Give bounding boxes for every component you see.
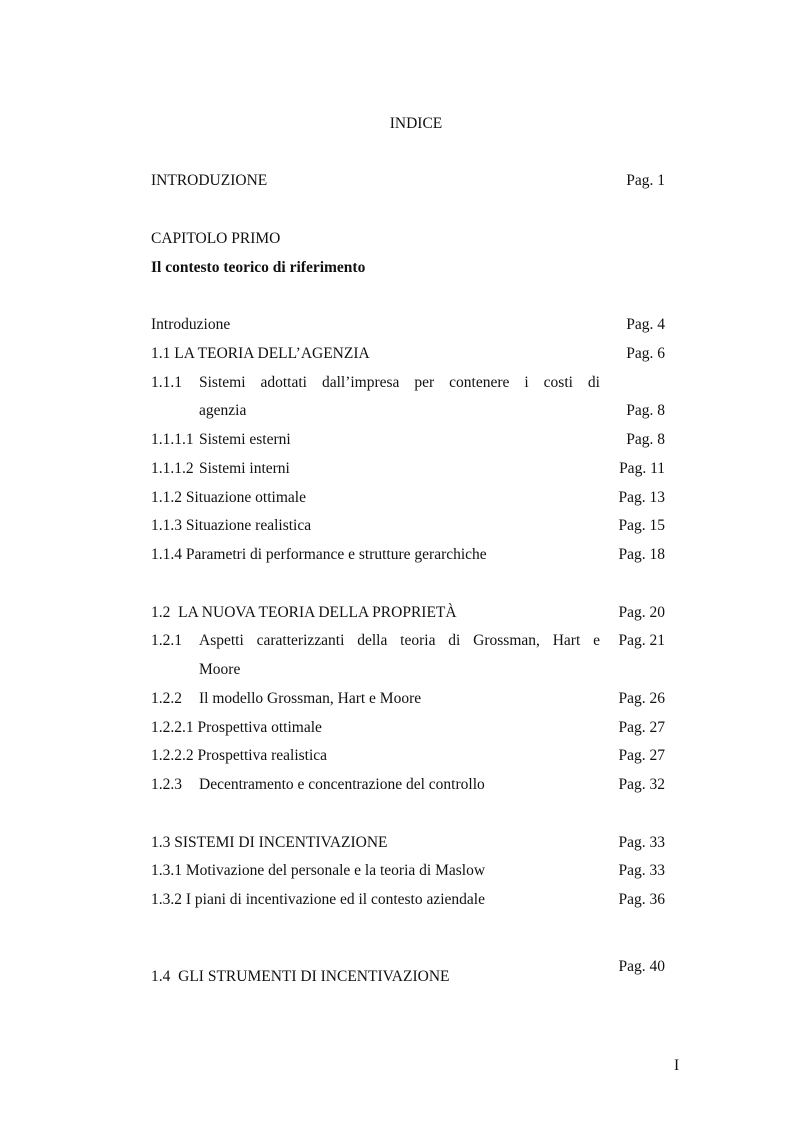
toc-entry-text: Moore — [199, 661, 241, 678]
toc-entry-number: 1.1.1 — [151, 374, 182, 391]
toc-entry-page: Pag. 8 — [626, 402, 665, 419]
page-number: I — [674, 1057, 680, 1074]
toc-entry-page: Pag. 6 — [626, 345, 665, 362]
toc-entry-page: Pag. 13 — [618, 489, 665, 506]
toc-entry-number: 1.2.1 — [151, 632, 182, 649]
toc-entry-page: Pag. 26 — [618, 690, 665, 707]
toc-entry-text: Sistemi adottati dall’impresa per contenere i costi di — [199, 374, 600, 391]
toc-entry-number: 1.2.3 — [151, 776, 182, 793]
toc-entry[interactable] — [151, 517, 665, 539]
toc-entry[interactable] — [151, 632, 665, 654]
toc-entry[interactable] — [151, 747, 665, 769]
toc-entry-text: 1.2.2.2 Prospettiva realistica — [151, 747, 328, 764]
toc-entry-page: Pag. 27 — [618, 747, 665, 764]
toc-entry-number: 1.1.1.1 — [151, 431, 194, 448]
toc-entry[interactable] — [151, 489, 665, 511]
toc-entry-text: agenzia — [199, 402, 247, 419]
toc-entry[interactable] — [151, 431, 665, 453]
toc-entry-page: Pag. 1 — [626, 172, 665, 189]
toc-entry-text: 1.1.2 Situazione ottimale — [151, 489, 306, 506]
toc-entry-page: Pag. 11 — [619, 460, 665, 477]
toc-entry[interactable] — [151, 460, 665, 482]
toc-entry-page: Pag. 27 — [618, 719, 665, 736]
toc-entry-text: 1.3.1 Motivazione del personale e la teoria di Maslow — [151, 862, 486, 879]
toc-entry[interactable] — [151, 604, 665, 626]
toc-entry-continuation[interactable] — [151, 661, 665, 683]
toc-entry-text: Aspetti caratterizzanti della teoria di Grossman, Hart e — [199, 632, 600, 649]
toc-entry[interactable] — [151, 891, 665, 913]
toc-entry-page: Pag. 21 — [618, 632, 665, 649]
toc-entry[interactable] — [151, 345, 665, 367]
toc-entry[interactable] — [151, 776, 665, 798]
toc-entry-text: 1.3.2 I piani di incentivazione ed il contesto aziendale — [151, 891, 485, 908]
toc-entry-page: Pag. 33 — [618, 834, 665, 851]
toc-entry-page: Pag. 20 — [618, 604, 665, 621]
toc-entry-page: Pag. 33 — [618, 862, 665, 879]
toc-entry[interactable] — [151, 834, 665, 856]
toc-entry[interactable] — [151, 690, 665, 712]
toc-entry-number: 1.1.1.2 — [151, 460, 194, 477]
toc-entry-text: Introduzione — [151, 316, 231, 333]
toc-entry-introduzione[interactable] — [151, 172, 665, 194]
toc-entry-text: INTRODUZIONE — [151, 172, 268, 189]
toc-entry-text: 1.2.2.1 Prospettiva ottimale — [151, 719, 322, 736]
toc-entry-text: Il modello Grossman, Hart e Moore — [199, 690, 422, 707]
toc-entry-page: Pag. 4 — [626, 316, 665, 333]
toc-entry-text: Sistemi esterni — [199, 431, 291, 448]
toc-entry-text: 1.4 GLI STRUMENTI DI INCENTIVAZIONE — [151, 968, 450, 985]
toc-entry[interactable] — [151, 374, 665, 396]
page-title: INDICE — [389, 115, 443, 132]
toc-entry-page: Pag. 36 — [618, 891, 665, 908]
chapter-label — [151, 230, 665, 252]
toc-entry-text: Sistemi interni — [199, 460, 290, 477]
toc-entry-page: Pag. 18 — [618, 546, 665, 563]
toc-entry-page: Pag. 8 — [626, 431, 665, 448]
toc-entry[interactable] — [151, 958, 665, 988]
toc-entry[interactable] — [151, 546, 665, 568]
chapter-label-text: CAPITOLO PRIMO — [151, 230, 281, 247]
toc-entry-page: Pag. 15 — [618, 517, 665, 534]
toc-entry-text: 1.2 LA NUOVA TEORIA DELLA PROPRIETÀ — [151, 604, 457, 621]
toc-entry-continuation[interactable] — [151, 402, 665, 424]
toc-entry-text: 1.3 SISTEMI DI INCENTIVAZIONE — [151, 834, 388, 851]
chapter-subtitle — [151, 259, 665, 281]
toc-entry-number: 1.2.2 — [151, 690, 182, 707]
toc-entry-page: Pag. 40 — [618, 958, 665, 975]
chapter-subtitle-text: Il contesto teorico di riferimento — [151, 259, 366, 276]
toc-entry[interactable] — [151, 316, 665, 338]
toc-entry-page: Pag. 32 — [618, 776, 665, 793]
toc-entry-text: 1.1.3 Situazione realistica — [151, 517, 312, 534]
toc-entry[interactable] — [151, 719, 665, 741]
toc-entry-text: Decentramento e concentrazione del controllo — [199, 776, 485, 793]
toc-entry-text: 1.1.4 Parametri di performance e strutture gerarchiche — [151, 546, 487, 563]
toc-entry[interactable] — [151, 862, 665, 884]
toc-entry-text: 1.1 LA TEORIA DELL’AGENZIA — [151, 345, 370, 362]
